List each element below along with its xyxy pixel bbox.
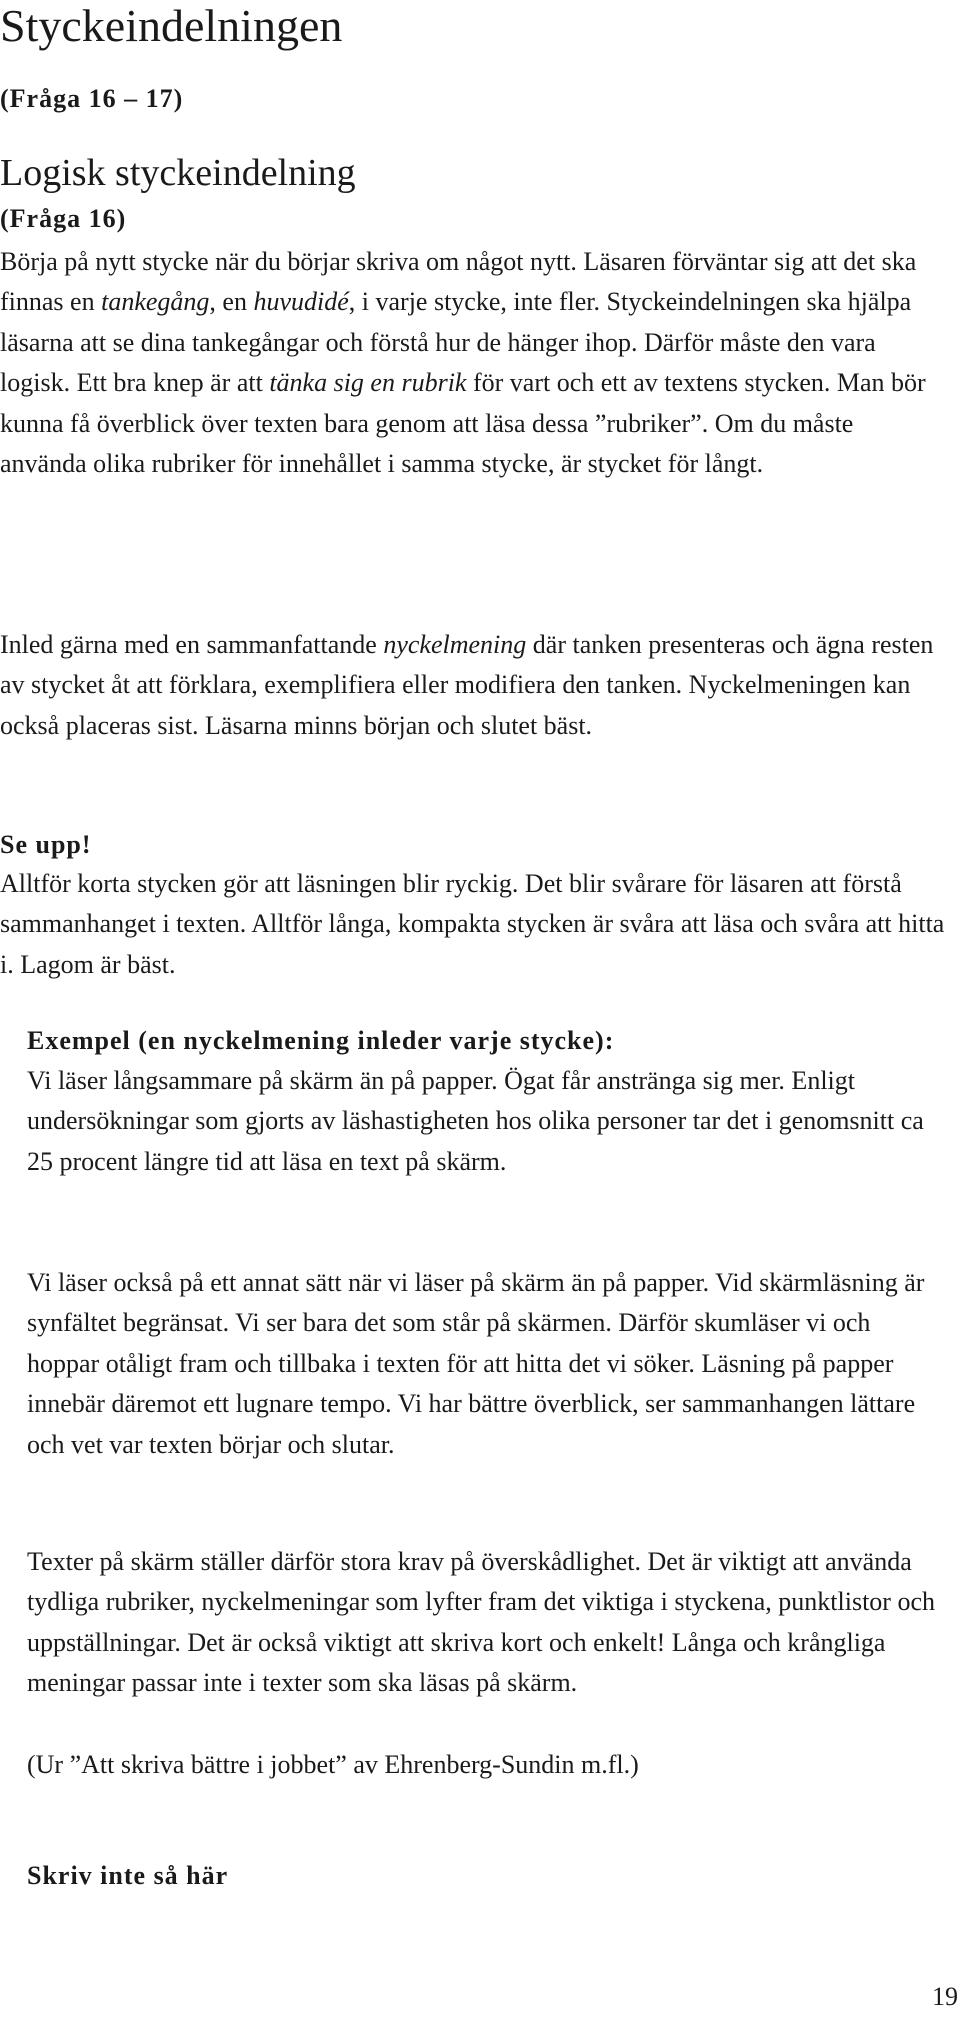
example-paragraph-2: Vi läser också på ett annat sätt när vi läser på skärm än på papper. Vid skärmläsning är synfältet begränsat. Vi ser bara det som står på skärmen. Därför skumläser vi och hoppar otåligt fram och tillbaka i texten för att hitta det vi söker. Läsning på papper innebär däremot ett lugnare tempo. Vi har bättre överblick, ser sammanhangen lättare och vet var texten börjar och slutar.: [27, 1268, 925, 1459]
warning-label: Se upp!: [0, 830, 92, 859]
key-sentence-paragraph: Inled gärna med en sammanfattande nyckelmening där tanken presenteras och ägna resten av stycket åt att förklara, exemplifiera eller modifiera den tanken. Nyckelmeningen kan också placeras sist. Läsarna minns början och slutet bäst.: [0, 630, 934, 740]
intro-paragraph: Börja på nytt stycke när du börjar skriva om något nytt. Läsaren förväntar sig att det ska finnas en tankegång, en huvudidé, i varje stycke, inte fler. Styckeindelningen ska hjälpa läsarna att se dina tankegångar och förstå hur de hänger ihop. Därför måste den vara logisk. Ett bra knep är att tänka sig en rubrik för vart och ett av textens stycken. Man bör kunna få överblick över texten bara genom att läsa dessa ”rubriker”. Om du måste använda olika rubriker för innehållet i samma stycke, är stycket för långt.: [0, 247, 926, 479]
section-title: Logisk styckeindelning: [0, 152, 356, 194]
warning-paragraph: Alltför korta stycken gör att läsningen blir ryckig. Det blir svårare för läsaren att förstå sammanhanget i texten. Alltför långa, kompakta stycken är svåra att läsa och svåra att hitta i. Lagom är bäst.: [0, 869, 945, 979]
example-paragraph-3: Texter på skärm ställer därför stora krav på överskådlighet. Det är viktigt att använda tydliga rubriker, nyckelmeningar som lyfter fram det viktiga i styckena, punktlistor och uppställningar. Det är också viktigt att skriva kort och enkelt! Långa och krångliga meningar passar inte i texter som ska läsas på skärm.: [27, 1547, 935, 1698]
example-label: Exempel (en nyckelmening inleder varje stycke):: [27, 1026, 615, 1055]
example-source: (Ur ”Att skriva bättre i jobbet” av Ehrenberg-Sundin m.fl.): [27, 1750, 639, 1779]
example-paragraph-1: Vi läser långsammare på skärm än på papper. Ögat får anstränga sig mer. Enligt undersökningar som gjorts av läshastigheten hos olika personer tar det i genomsnitt ca 25 procent längre tid att läsa en text på skärm.: [27, 1066, 924, 1176]
question-ref: (Fråga 16 – 17): [0, 84, 184, 113]
emphasis-rubrik: tänka sig en rubrik: [269, 368, 467, 398]
emphasis-nyckelmening: nyckelmening: [383, 630, 527, 659]
page-number: 19: [932, 1982, 958, 2011]
section-question-ref: (Fråga 16): [0, 204, 127, 233]
page-title: Styckeindelningen: [0, 0, 343, 51]
emphasis-tankegang: tankegång: [101, 287, 210, 317]
bottom-label: Skriv inte så här: [27, 1861, 229, 1890]
emphasis-huvudide: huvudidé: [253, 287, 349, 317]
